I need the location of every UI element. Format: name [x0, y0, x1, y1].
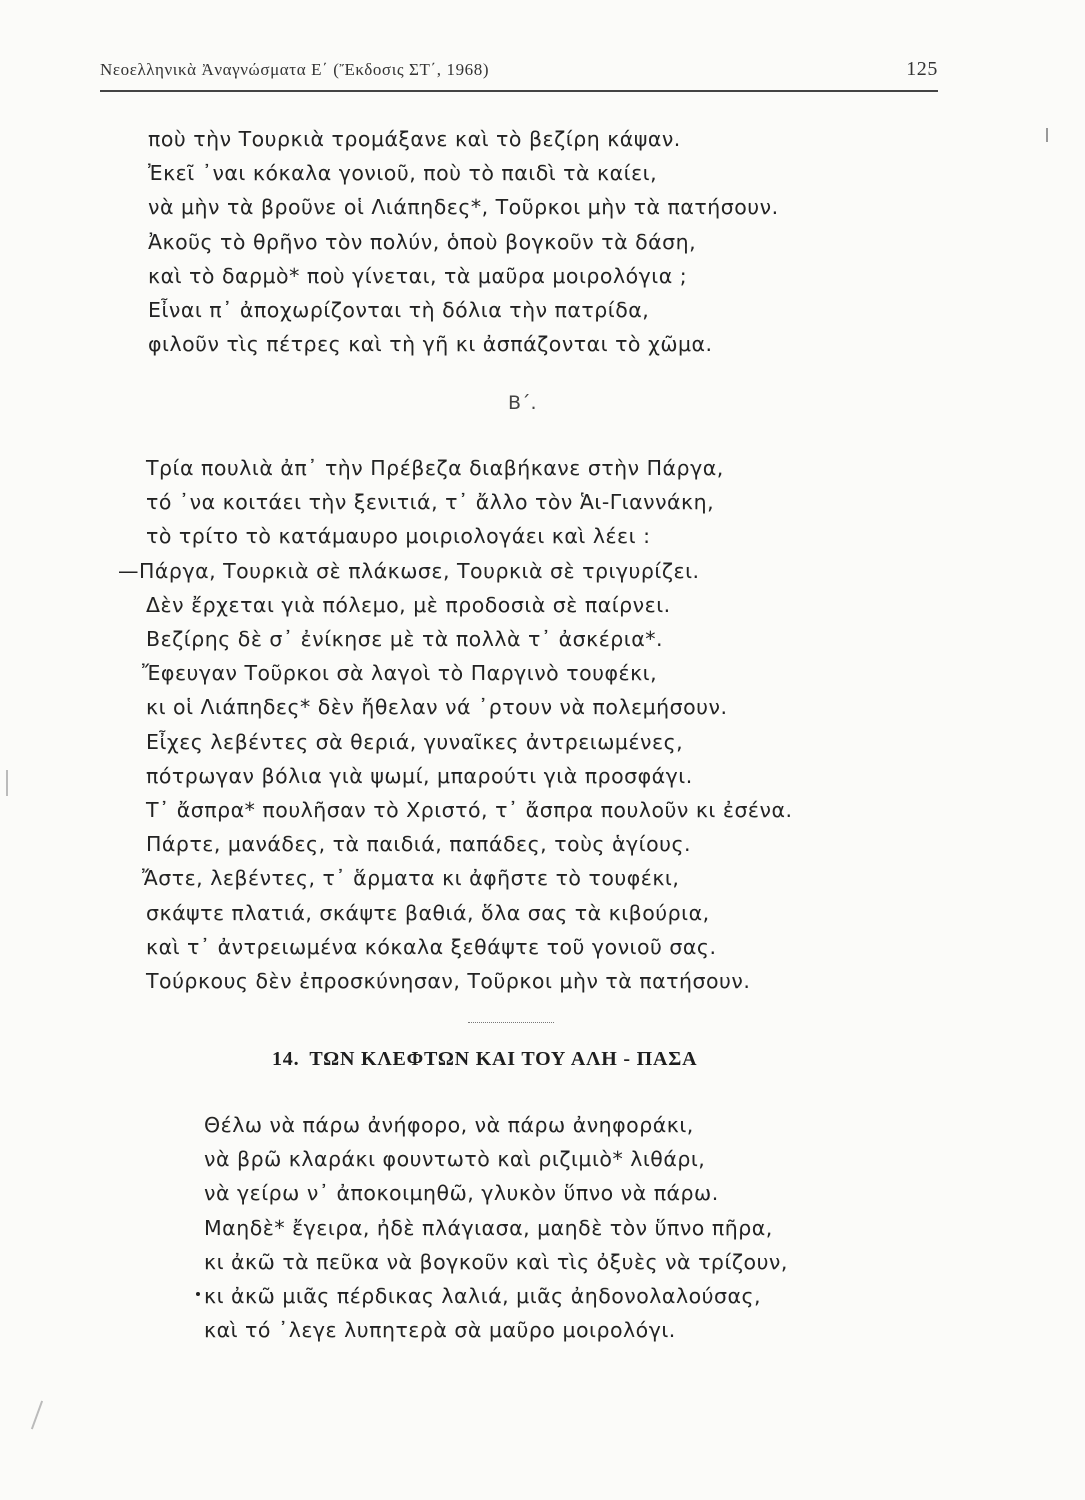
poem-line: Τ᾿ ἄσπρα* πουλῆσαν τὸ Χριστό, τ᾿ ἄσπρα πουλοῦν κι ἐσένα.: [146, 798, 793, 823]
poem-line: κι οἱ Λιάπηδες* δὲν ἤθελαν νά ᾿ρτουν νὰ πολεμήσουν.: [146, 695, 728, 720]
poem-stanza-c: [204, 1108, 788, 1347]
poem-line: Βεζίρης δὲ σ᾿ ἐνίκησε μὲ τὰ πολλὰ τ᾿ ἀσκέρια*.: [146, 627, 664, 652]
poem-line: Εἶναι π᾿ ἀποχωρίζονται τὴ δόλια τὴν πατρίδα,: [148, 298, 650, 323]
poem-line: νὰ βρῶ κλαράκι φουντωτὸ καὶ ριζιμιὸ* λιθάρι,: [204, 1147, 706, 1172]
poem-line: Δὲν ἔρχεται γιὰ πόλεμο, μὲ προδοσιὰ σὲ παίρνει.: [146, 592, 671, 617]
poem-line: Ἔφευγαν Τοῦρκοι σὰ λαγοὶ τὸ Παργινὸ τουφέκι,: [142, 661, 658, 686]
scan-mark: [31, 1401, 43, 1430]
section-divider: [468, 1022, 554, 1023]
poem-line: νὰ μὴν τὰ βροῦνε οἱ Λιάπηδες*, Τοῦρκοι μὴν τὰ πατήσουν.: [148, 195, 779, 220]
poem-line: κι ἀκῶ τὰ πεῦκα νὰ βογκοῦν καὶ τὶς ὀξυὲς νὰ τρίζουν,: [204, 1249, 788, 1274]
page-number: 125: [906, 58, 938, 80]
poem-line: τό ᾿να κοιτάει τὴν ξενιτιά, τ᾿ ἄλλο τὸν Ἁι-Γιαννάκη,: [146, 490, 715, 515]
poem-stanza-b: [118, 451, 793, 998]
scan-mark: [1046, 128, 1048, 142]
poem-line: Τρία πουλιὰ ἀπ᾿ τὴν Πρέβεζα διαβήκανε στὴν Πάργα,: [146, 456, 724, 480]
header-rule: [100, 90, 938, 92]
poem-line: —Πάργα, Τουρκιὰ σὲ πλάκωσε, Τουρκιὰ σὲ τριγυρίζει.: [118, 558, 700, 583]
scan-mark: [6, 770, 8, 796]
poem-line: σκάψτε πλατιά, σκάψτε βαθιά, ὅλα σας τὰ κιβούρια,: [146, 900, 710, 925]
poem-stanza-a: [148, 122, 779, 361]
poem-line: Ἄστε, λεβέντες, τ᾿ ἅρματα κι ἀφῆστε τὸ τουφέκι,: [142, 866, 680, 891]
poem-line: πότρωγαν βόλια γιὰ ψωμί, μπαρούτι γιὰ προσφάγι.: [146, 763, 693, 788]
ink-dot: [196, 1292, 200, 1296]
running-header: [100, 56, 938, 86]
poem-line: Εἶχες λεβέντες σὰ θεριά, γυναῖκες ἀντρειωμένες,: [146, 729, 684, 754]
poem-line: Ἐκεῖ ᾿ναι κόκαλα γονιοῦ, ποὺ τὸ παιδὶ τὰ καίει,: [148, 161, 658, 186]
running-header-title: Νεοελληνικὰ Ἀναγνώσματα Ε΄ (Ἔκδοσις ΣΤ΄, 1968): [100, 60, 490, 79]
poem-line: Μαηδὲ* ἔγειρα, ἠδὲ πλάγιασα, μαηδὲ τὸν ὕπνο πῆρα,: [204, 1215, 773, 1240]
section-b-marker: Β΄.: [508, 392, 537, 414]
poem-line: καὶ τὸ δαρμὸ* ποὺ γίνεται, τὰ μαῦρα μοιρολόγια ;: [148, 263, 688, 288]
poem-line: Θέλω νὰ πάρω ἀνήφορο, νὰ πάρω ἀνηφοράκι,: [204, 1113, 694, 1137]
poem-line: ποὺ τὴν Τουρκιὰ τρομάξανε καὶ τὸ βεζίρη κάψαν.: [148, 127, 681, 151]
poem-line: καὶ τ᾿ ἀντρειωμένα κόκαλα ξεθάψτε τοῦ γονιοῦ σας.: [146, 934, 717, 959]
poem-line: Ἀκοῦς τὸ θρῆνο τὸν πολύν, ὁποὺ βογκοῦν τὰ δάση,: [148, 229, 697, 254]
section-title: ΤΩΝ ΚΛΕΦΤΩΝ ΚΑΙ ΤΟΥ ΑΛΗ - ΠΑΣΑ: [309, 1048, 698, 1070]
poem-line: κι ἀκῶ μιᾶς πέρδικας λαλιά, μιᾶς ἀηδονολαλούσας,: [204, 1284, 762, 1309]
section-number: 14.: [272, 1048, 300, 1070]
poem-line: Τούρκους δὲν ἐπροσκύνησαν, Τοῦρκοι μὴν τὰ πατήσουν.: [146, 969, 751, 994]
poem-line: τὸ τρίτο τὸ κατάμαυρο μοιριολογάει καὶ λέει :: [146, 524, 651, 549]
poem-line: φιλοῦν τὶς πέτρες καὶ τὴ γῆ κι ἀσπάζονται τὸ χῶμα.: [148, 332, 713, 357]
section-heading: [272, 1048, 697, 1071]
poem-line: Πάρτε, μανάδες, τὰ παιδιά, παπάδες, τοὺς ἁγίους.: [146, 832, 692, 857]
poem-line: νὰ γείρω ν᾿ ἀποκοιμηθῶ, γλυκὸν ὕπνο νὰ πάρω.: [204, 1181, 719, 1206]
poem-line: καὶ τό ᾿λεγε λυπητερὰ σὰ μαῦρο μοιρολόγι.: [204, 1318, 676, 1343]
